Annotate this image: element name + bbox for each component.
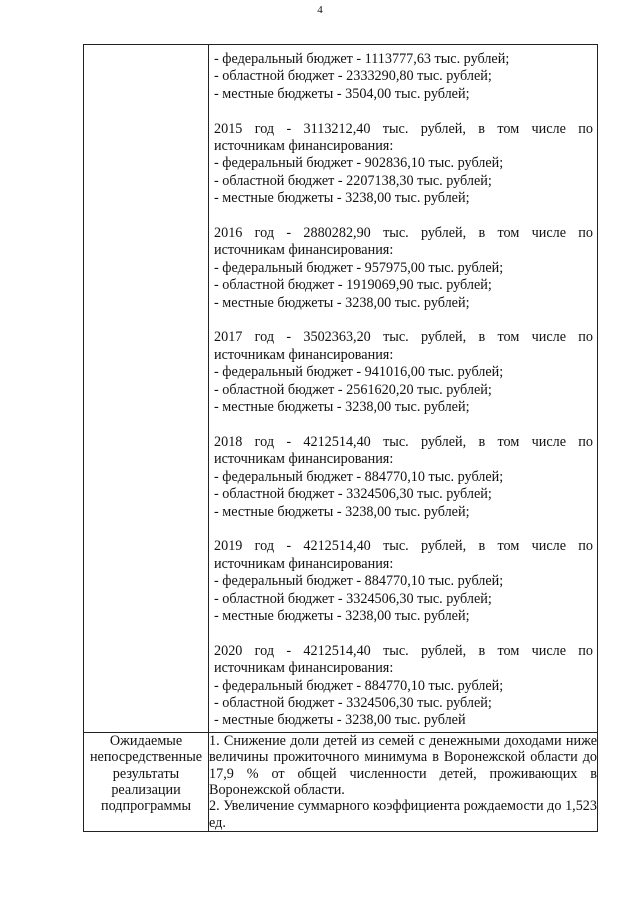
- federal-budget-line: - федеральный бюджет - 941016,00 тыс. рублей;: [214, 364, 504, 381]
- sources-label: источникам финансирования:: [214, 346, 394, 363]
- regional-budget-line: - областной бюджет - 3324506,30 тыс. рублей;: [214, 590, 492, 607]
- results-content-cell: [209, 732, 598, 831]
- funding-first-federal: - федеральный бюджет - 1113777,63 тыс. рублей;: [214, 51, 510, 67]
- regional-budget-line: - областной бюджет - 2561620,20 тыс. рублей;: [214, 381, 492, 398]
- funding-row: [84, 45, 598, 733]
- result-item-1: 1. Снижение доли детей из семей с денежными доходами ниже величины прожиточного минимума в Воронежской области до 17,9 % от общей численности детей, проживающих в Воронежской области.: [209, 732, 597, 798]
- funding-first-local: - местные бюджеты - 3504,00 тыс. рублей;: [214, 85, 470, 102]
- year-heading-2019: 2019 год - 4212514,40 тыс. рублей, в том числе по: [214, 538, 593, 555]
- year-heading-2017: 2017 год - 3502363,20 тыс. рублей, в том числе по: [214, 329, 593, 346]
- federal-budget-line: - федеральный бюджет - 957975,00 тыс. рублей;: [214, 259, 504, 276]
- regional-budget-line: - областной бюджет - 1919069,90 тыс. рублей;: [214, 277, 492, 294]
- funding-label-cell: [84, 45, 209, 733]
- sources-label: источникам финансирования:: [214, 660, 394, 677]
- local-budget-line: - местные бюджеты - 3238,00 тыс. рублей;: [214, 503, 470, 520]
- local-budget-line: - местные бюджеты - 3238,00 тыс. рублей;: [214, 399, 470, 416]
- local-budget-line: - местные бюджеты - 3238,00 тыс. рублей;: [214, 294, 470, 311]
- regional-budget-line: - областной бюджет - 2207138,30 тыс. рублей;: [214, 172, 492, 189]
- federal-budget-line: - федеральный бюджет - 902836,10 тыс. рублей;: [214, 155, 504, 172]
- sources-label: источникам финансирования:: [214, 555, 394, 572]
- sources-label: источникам финансирования:: [214, 451, 394, 468]
- results-label: Ожидаемые непосредственные результаты реализации подпрограммы: [84, 732, 209, 831]
- regional-budget-line: - областной бюджет - 3324506,30 тыс. рублей;: [214, 694, 492, 711]
- federal-budget-line: - федеральный бюджет - 884770,10 тыс. рублей;: [214, 468, 504, 485]
- local-budget-line: - местные бюджеты - 3238,00 тыс. рублей;: [214, 190, 470, 207]
- sources-label: источникам финансирования:: [214, 138, 394, 155]
- funding-content-cell: [209, 45, 598, 733]
- sources-label: источникам финансирования:: [214, 242, 394, 259]
- federal-budget-line: - федеральный бюджет - 884770,10 тыс. рублей;: [214, 677, 504, 694]
- local-budget-line: - местные бюджеты - 3238,00 тыс. рублей: [214, 712, 466, 729]
- result-item-2: 2. Увеличение суммарного коэффициента рождаемости до 1,523 ед.: [209, 798, 597, 831]
- year-heading-2015: 2015 год - 3113212,40 тыс. рублей, в том числе по: [214, 120, 593, 137]
- year-heading-2016: 2016 год - 2880282,90 тыс. рублей, в том числе по: [214, 225, 593, 242]
- subprogram-passport-table: [83, 44, 598, 832]
- federal-budget-line: - федеральный бюджет - 884770,10 тыс. рублей;: [214, 573, 504, 590]
- page-number: 4: [317, 4, 323, 16]
- local-budget-line: - местные бюджеты - 3238,00 тыс. рублей;: [214, 607, 470, 624]
- year-heading-2018: 2018 год - 4212514,40 тыс. рублей, в том числе по: [214, 433, 593, 450]
- regional-budget-line: - областной бюджет - 3324506,30 тыс. рублей;: [214, 486, 492, 503]
- funding-first-regional: - областной бюджет - 2333290,80 тыс. рублей;: [214, 68, 492, 85]
- results-row: [84, 732, 598, 831]
- year-heading-2020: 2020 год - 4212514,40 тыс. рублей, в том числе по: [214, 642, 593, 659]
